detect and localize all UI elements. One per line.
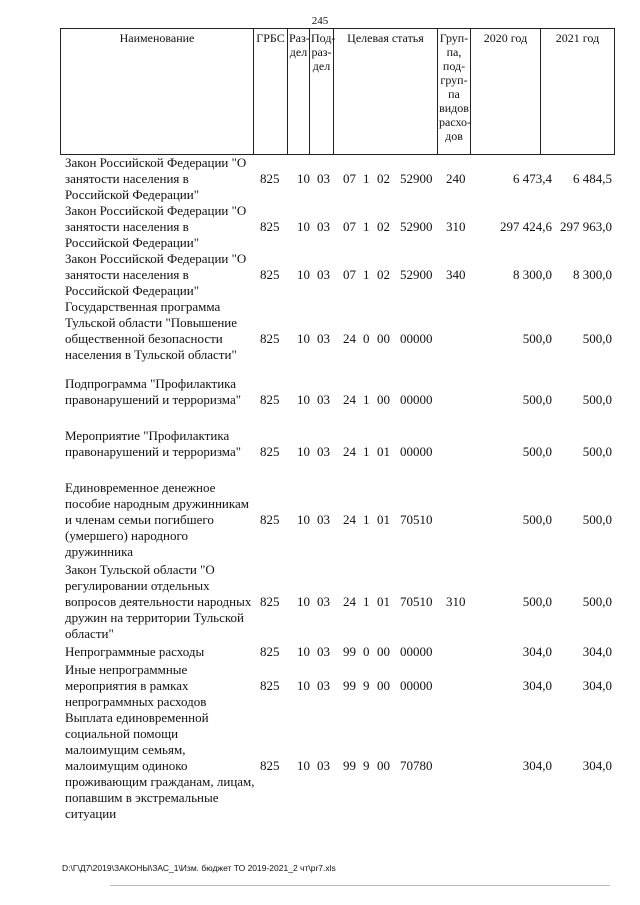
row-grbs: 825 [260,594,280,609]
footer-divider [110,885,610,886]
row-target-4: 52900 [400,219,433,234]
table-row [60,299,620,376]
row-razdel: 10 [297,444,310,459]
row-2020: 500,0 [522,392,552,407]
row-name: Подпрограмма "Профилактика правонарушений и терроризма" [65,376,242,407]
row-podrazdel: 03 [317,331,330,346]
row-target-1: 07 [343,267,356,282]
row-target-2: 1 [363,444,370,459]
row-target-1: 24 [343,331,356,346]
row-grbs: 825 [260,331,280,346]
table-row [60,155,620,203]
row-2020: 500,0 [522,331,552,346]
table-row [60,428,620,476]
row-2020: 500,0 [522,594,552,609]
row-2020: 304,0 [522,678,552,693]
row-2020: 500,0 [522,512,552,527]
row-podrazdel: 03 [317,512,330,527]
table-row [60,562,620,644]
row-grbs: 825 [260,392,280,407]
row-2020: 297 424,6 [500,219,552,234]
row-target-4: 00000 [400,644,433,659]
row-target-3: 00 [377,758,390,773]
row-target-3: 01 [377,512,390,527]
row-razdel: 10 [297,678,310,693]
row-target-1: 07 [343,171,356,186]
page-number: 245 [311,15,329,27]
table-body [60,155,620,826]
row-target-4: 00000 [400,392,433,407]
row-2021: 304,0 [582,644,612,659]
row-target-4: 70510 [400,594,433,609]
row-target-2: 0 [363,331,370,346]
row-grbs: 825 [260,758,280,773]
row-name: Выплата единовременной социальной помощи малоимущим семьям, малоимущим одиноко проживающим гражданам, лицам, попавшим в экстремальные ситуации [65,710,255,821]
row-grbs: 825 [260,678,280,693]
row-2021: 304,0 [582,758,612,773]
row-target-1: 07 [343,219,356,234]
footer-file-path: D:\Г\Д7\2019\ЗАКОНЫ\ЗАС_1\Изм. бюджет ТО 2019-2021_2 чт\pr7.xls [62,863,336,873]
row-target-1: 24 [343,512,356,527]
row-name: Закон Российской Федерации "О занятости населения в Российской Федерации" [65,203,247,250]
row-target-4: 52900 [400,267,433,282]
row-2020: 304,0 [522,758,552,773]
row-target-2: 9 [363,678,370,693]
row-name: Непрограммные расходы [65,644,205,659]
row-target-1: 24 [343,392,356,407]
row-name: Закон Российской Федерации "О занятости населения в Российской Федерации" [65,251,247,298]
row-target-1: 99 [343,644,356,659]
header-target: Целевая статья [334,29,438,155]
row-2020: 6 473,4 [513,171,552,186]
table-row [60,480,620,562]
row-target-3: 01 [377,444,390,459]
header-2021: 2021 год [541,29,615,155]
header-podrazdel: Под- раз- дел [310,29,334,155]
row-target-1: 99 [343,678,356,693]
row-2021: 500,0 [582,444,612,459]
row-target-3: 02 [377,267,390,282]
row-podrazdel: 03 [317,392,330,407]
row-target-2: 9 [363,758,370,773]
row-grbs: 825 [260,219,280,234]
header-name: Наименование [61,29,254,155]
row-target-2: 0 [363,644,370,659]
row-target-4: 00000 [400,444,433,459]
row-grbs: 825 [260,171,280,186]
row-2021: 500,0 [582,512,612,527]
row-grbs: 825 [260,267,280,282]
row-podrazdel: 03 [317,644,330,659]
header-grbs: ГРБС [254,29,288,155]
row-razdel: 10 [297,171,310,186]
row-target-2: 1 [363,512,370,527]
row-podrazdel: 03 [317,444,330,459]
row-target-1: 99 [343,758,356,773]
row-target-1: 24 [343,444,356,459]
row-group: 340 [446,267,466,282]
row-razdel: 10 [297,331,310,346]
row-name: Иные непрограммные мероприятия в рамках непрограммных расходов [65,662,207,709]
table-row [60,376,620,428]
row-2021: 500,0 [582,594,612,609]
row-name: Мероприятие "Профилактика правонарушений и терроризма" [65,428,242,459]
row-target-4: 00000 [400,331,433,346]
row-target-3: 00 [377,392,390,407]
row-podrazdel: 03 [317,267,330,282]
row-2021: 297 963,0 [560,219,612,234]
row-target-2: 1 [363,171,370,186]
row-razdel: 10 [297,219,310,234]
row-target-4: 52900 [400,171,433,186]
row-target-3: 01 [377,594,390,609]
row-target-3: 00 [377,644,390,659]
row-2020: 500,0 [522,444,552,459]
row-name: Государственная программа Тульской области "Повышение общественной безопасности населения в Тульской области" [65,299,238,362]
header-razdel: Раз- дел [288,29,310,155]
row-razdel: 10 [297,512,310,527]
row-target-3: 02 [377,219,390,234]
table-row [60,710,620,826]
row-podrazdel: 03 [317,219,330,234]
row-group: 310 [446,219,466,234]
row-target-2: 1 [363,267,370,282]
row-razdel: 10 [297,267,310,282]
row-target-1: 24 [343,594,356,609]
header-2020: 2020 год [471,29,541,155]
row-name: Закон Тульской области "О регулировании отдельных вопросов деятельности народных дружин на территории Тульской области" [65,562,252,641]
table-row [60,251,620,299]
row-razdel: 10 [297,392,310,407]
row-grbs: 825 [260,644,280,659]
row-2021: 500,0 [582,331,612,346]
row-razdel: 10 [297,594,310,609]
row-target-3: 02 [377,171,390,186]
table-row [60,203,620,251]
row-grbs: 825 [260,444,280,459]
row-grbs: 825 [260,512,280,527]
table-row [60,644,620,662]
row-target-2: 1 [363,219,370,234]
row-razdel: 10 [297,644,310,659]
row-target-4: 70510 [400,512,433,527]
row-2021: 6 484,5 [573,171,612,186]
row-group: 240 [446,171,466,186]
row-target-3: 00 [377,331,390,346]
row-podrazdel: 03 [317,678,330,693]
row-podrazdel: 03 [317,171,330,186]
row-razdel: 10 [297,758,310,773]
row-podrazdel: 03 [317,594,330,609]
row-target-3: 00 [377,678,390,693]
row-group: 310 [446,594,466,609]
row-2020: 8 300,0 [513,267,552,282]
table-header [60,28,615,155]
row-target-4: 00000 [400,678,433,693]
header-group: Груп- па, под- груп- па видов расхо- дов [438,29,471,155]
row-target-4: 70780 [400,758,433,773]
row-2021: 304,0 [582,678,612,693]
row-target-2: 1 [363,392,370,407]
row-podrazdel: 03 [317,758,330,773]
row-name: Единовременное денежное пособие народным дружинникам и членам семьи погибшего (умершего) народного дружинника [65,480,249,559]
table-row [60,662,620,710]
row-target-2: 1 [363,594,370,609]
row-2021: 8 300,0 [573,267,612,282]
row-2021: 500,0 [582,392,612,407]
row-name: Закон Российской Федерации "О занятости населения в Российской Федерации" [65,155,247,202]
row-2020: 304,0 [522,644,552,659]
